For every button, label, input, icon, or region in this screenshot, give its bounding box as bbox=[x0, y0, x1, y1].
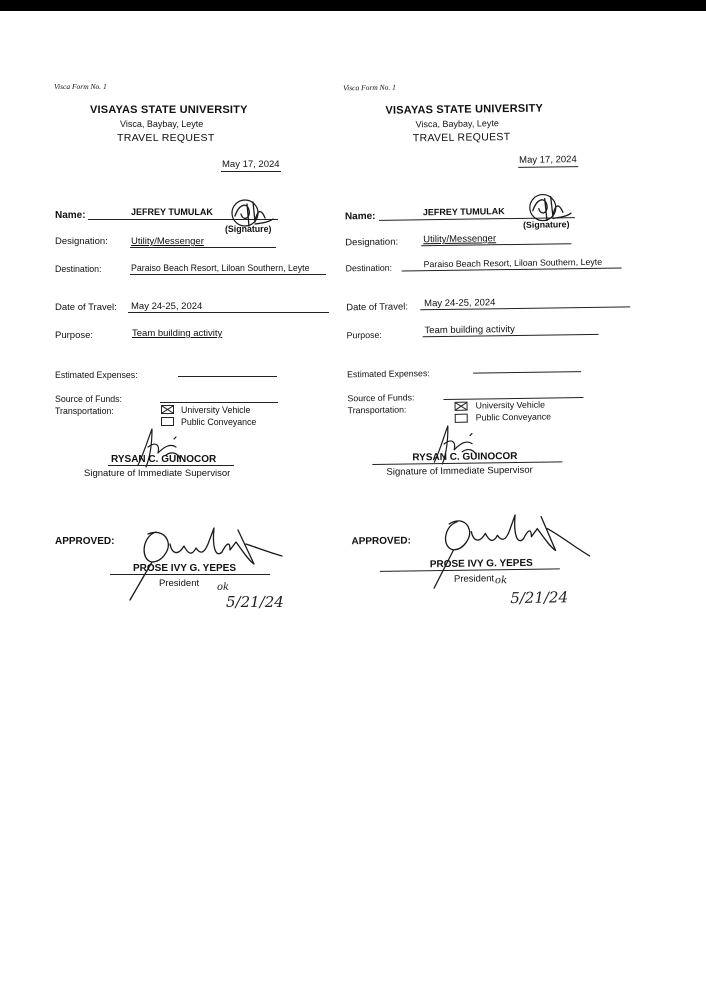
approved-label: APPROVED: bbox=[351, 535, 411, 548]
handwritten-date: 5/21/24 bbox=[226, 593, 284, 611]
transport-option-university-vehicle: University Vehicle bbox=[475, 399, 546, 411]
signature-label: (Signature) bbox=[522, 219, 570, 230]
university-name: VISAYAS STATE UNIVERSITY bbox=[90, 104, 248, 116]
university-name: VISAYAS STATE UNIVERSITY bbox=[385, 102, 544, 117]
designation-underline bbox=[130, 247, 276, 248]
date-of-travel-label: Date of Travel: bbox=[55, 302, 117, 313]
estimated-expenses-line bbox=[178, 376, 277, 377]
date-of-travel-value: May 24-25, 2024 bbox=[424, 297, 496, 310]
estimated-expenses-label: Estimated Expenses: bbox=[347, 368, 430, 380]
transport-option-public-conveyance: Public Conveyance bbox=[181, 417, 257, 427]
estimated-expenses-label: Estimated Expenses: bbox=[55, 370, 138, 380]
form-title: TRAVEL REQUEST bbox=[412, 131, 511, 145]
handwritten-date: 5/21/24 bbox=[510, 588, 569, 608]
president-name: PROSE IVY G. YEPES bbox=[133, 563, 237, 574]
request-date: May 17, 2024 bbox=[519, 154, 577, 166]
supervisor-name: RYSAN C. GUINOCOR bbox=[111, 454, 217, 465]
date-of-travel-label: Date of Travel: bbox=[346, 301, 409, 314]
transport-option-public-conveyance: Public Conveyance bbox=[475, 411, 552, 423]
president-underline bbox=[110, 574, 270, 575]
transportation-label: Transportation: bbox=[347, 404, 407, 416]
president-title: President bbox=[159, 578, 200, 589]
travel-request-form-left bbox=[0, 0, 310, 620]
destination-value: Paraiso Beach Resort, Liloan Southern, Leyte bbox=[423, 256, 603, 270]
designation-value: Utility/Messenger bbox=[423, 233, 497, 246]
university-address: Visca, Baybay, Leyte bbox=[415, 118, 499, 130]
name-value: JEFREY TUMULAK bbox=[422, 206, 505, 218]
destination-value: Paraiso Beach Resort, Liloan Southern, Leyte bbox=[131, 263, 310, 273]
source-of-funds-line bbox=[160, 402, 278, 403]
approved-label: APPROVED: bbox=[55, 536, 115, 547]
purpose-label: Purpose: bbox=[55, 330, 94, 341]
estimated-expenses-line bbox=[473, 371, 581, 374]
checkbox-university-vehicle bbox=[455, 402, 468, 411]
employee-signature bbox=[225, 196, 275, 236]
supervisor-caption: Signature of Immediate Supervisor bbox=[386, 464, 533, 478]
travel-request-form-right bbox=[288, 0, 603, 616]
name-label: Name: bbox=[344, 210, 376, 223]
destination-label: Destination: bbox=[345, 262, 393, 274]
designation-label: Designation: bbox=[55, 236, 108, 247]
request-date: May 17, 2024 bbox=[222, 159, 280, 170]
checkbox-university-vehicle bbox=[161, 405, 174, 414]
date-underline bbox=[518, 166, 578, 168]
date-of-travel-value: May 24-25, 2024 bbox=[131, 301, 203, 312]
purpose-value: Team building activity bbox=[132, 328, 223, 339]
source-of-funds-label: Source of Funds: bbox=[347, 392, 415, 404]
president-title: President bbox=[453, 573, 495, 585]
transportation-label: Transportation: bbox=[55, 406, 114, 416]
transport-option-university-vehicle: University Vehicle bbox=[181, 405, 251, 415]
form-title: TRAVEL REQUEST bbox=[117, 132, 215, 144]
name-value: JEFREY TUMULAK bbox=[131, 207, 213, 217]
purpose-value: Team building activity bbox=[424, 323, 515, 337]
designation-label: Designation: bbox=[345, 236, 399, 249]
supervisor-caption: Signature of Immediate Supervisor bbox=[84, 468, 231, 479]
name-label: Name: bbox=[55, 210, 86, 221]
source-of-funds-label: Source of Funds: bbox=[55, 394, 122, 404]
handwritten-note: ok bbox=[217, 582, 230, 593]
destination-label: Destination: bbox=[55, 264, 102, 274]
date-underline bbox=[221, 171, 281, 172]
supervisor-name: RYSAN C. GUINOCOR bbox=[412, 450, 518, 464]
form-number: Visca Form No. 1 bbox=[343, 82, 396, 93]
handwritten-note: ok bbox=[494, 575, 508, 587]
university-address: Visca, Baybay, Leyte bbox=[120, 119, 204, 129]
designation-value: Utility/Messenger bbox=[131, 236, 204, 247]
employee-signature bbox=[523, 190, 574, 231]
president-name: PROSE IVY G. YEPES bbox=[429, 557, 533, 571]
president-signature bbox=[417, 506, 598, 599]
form-number: Visca Form No. 1 bbox=[54, 82, 107, 91]
purpose-label: Purpose: bbox=[346, 329, 382, 341]
supervisor-underline bbox=[108, 465, 234, 466]
signature-label: (Signature) bbox=[225, 224, 272, 234]
